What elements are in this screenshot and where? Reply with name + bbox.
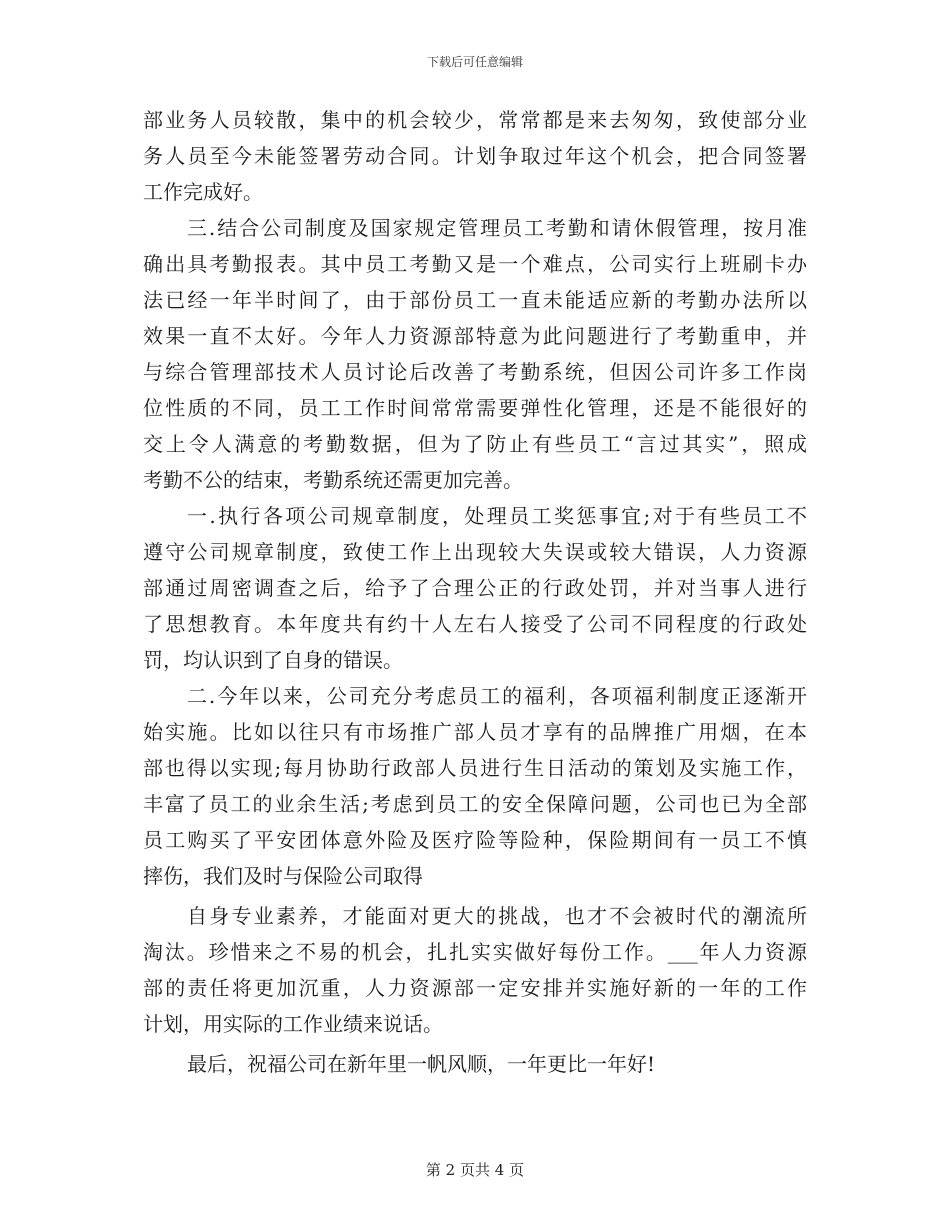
text-line: 淘汰。珍惜来之不易的机会，扎扎实实做好每份工作。___年人力资源 [143,940,807,964]
text-line: 部通过周密调查之后，给予了合理公正的行政处罚，并对当事人进行 [143,576,807,600]
text-line: 与综合管理部技术人员讨论后改善了考勤系统，但因公司许多工作岗 [143,360,807,384]
text-line: 员工购买了平安团体意外险及医疗险等险种，保险期间有一员工不慎 [143,828,807,852]
text-line: 考勤不公的结束，考勤系统还需更加完善。 [143,468,523,492]
text-line: 工作完成好。 [143,180,263,204]
text-line: 效果一直不太好。今年人力资源部特意为此问题进行了考勤重申，并 [143,324,807,348]
page-header: 下载后可任意编辑 [426,55,523,69]
text-line: 确出具考勤报表。其中员工考勤又是一个难点，公司实行上班刷卡办 [143,252,807,276]
text-line: 务人员至今未能签署劳动合同。计划争取过年这个机会，把合同签署 [143,144,807,168]
text-line: 三.结合公司制度及国家规定管理员工考勤和请休假管理，按月准 [187,216,807,240]
text-line: 罚，均认识到了自身的错误。 [143,648,403,672]
text-line: 一.执行各项公司规章制度，处理员工奖惩事宜;对于有些员工不 [187,504,807,528]
text-line: 摔伤，我们及时与保险公司取得 [143,864,423,888]
text-line: 了思想教育。本年度共有约十人左右人接受了公司不同程度的行政处 [143,612,807,636]
text-line: 自身专业素养，才能面对更大的挑战，也才不会被时代的潮流所 [187,904,807,928]
text-line: 始实施。比如以往只有市场推广部人员才享有的品牌推广用烟，在本 [143,720,807,744]
text-line: 部业务人员较散，集中的机会较少，常常都是来去匆匆，致使部分业 [143,108,807,132]
text-line: 部的责任将更加沉重，人力资源部一定安排并实施好新的一年的工作 [143,976,807,1000]
document-body [143,102,807,1082]
text-line: 最后，祝福公司在新年里一帆风顺，一年更比一年好! [187,1052,656,1076]
text-line: 丰富了员工的业余生活;考虑到员工的安全保障问题，公司也已为全部 [143,792,807,816]
text-line: 部也得以实现;每月协助行政部人员进行生日活动的策划及实施工作， [143,756,807,780]
text-line: 遵守公司规章制度，致使工作上出现较大失误或较大错误，人力资源 [143,540,807,564]
page-footer: 第 2 页共 4 页 [425,1161,525,1179]
text-line: 法已经一年半时间了，由于部份员工一直未能适应新的考勤办法所以 [143,288,807,312]
text-line: 计划，用实际的工作业绩来说话。 [143,1012,443,1036]
text-line: 二.今年以来，公司充分考虑员工的福利，各项福利制度正逐渐开 [187,684,807,708]
text-line: 位性质的不同，员工工作时间常常需要弹性化管理，还是不能很好的 [143,396,807,420]
text-line: 交上令人满意的考勤数据，但为了防止有些员工“言过其实”，照成 [143,432,807,456]
